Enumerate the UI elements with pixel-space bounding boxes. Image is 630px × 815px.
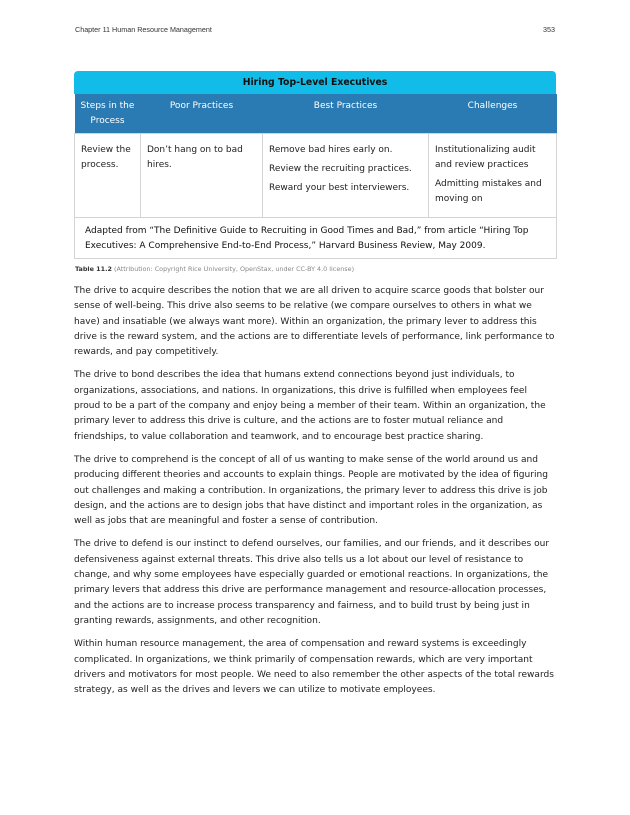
- column-header: Poor Practices: [141, 94, 263, 134]
- paragraph: The drive to defend is our instinct to defend ourselves, our families, and our friends, and it describes our defensiveness against external threats. This drive also tells us a lot about our level of resistance to change, and why some employees have especially guarded or emotional reactions. In organizations, the primary levers that address this drive are performance management and resource-allocation processes, and the actions are to increase process transparency and fairness, and to build trust by being just in granting rewards, assignments, and other recognition.: [74, 539, 550, 626]
- column-header: Challenges: [429, 94, 557, 134]
- table-row: [75, 134, 557, 218]
- paragraph: The drive to bond describes the idea that humans extend connections beyond just individuals, to organizations, associations, and nations. In organizations, this drive is fulfilled when employees feel proud to be a part of the company and enjoy being a member of their team. Within an organization, the primary lever to address this drive is culture, and the actions are to foster mutual reliance and friendships, to value collaboration and teamwork, and to encourage best practice sharing.: [74, 370, 546, 442]
- table-source-note: Adapted from “The Definitive Guide to Recruiting in Good Times and Bad,” from article “Hiring Top Executives: A Comprehensive End-to-End Process,” Harvard Business Review, May 2009.: [75, 218, 557, 259]
- table-grid: [74, 94, 557, 259]
- cell-poor: [141, 134, 263, 218]
- cell-text: Review the process.: [81, 145, 131, 170]
- running-header: [75, 25, 555, 37]
- cell-text: Review the recruiting practices.: [269, 164, 412, 174]
- table-caption: [75, 265, 354, 273]
- table-source-row: [75, 218, 557, 259]
- column-header: Best Practices: [263, 94, 429, 134]
- cell-best: [263, 134, 429, 218]
- body-text: [74, 284, 556, 706]
- paragraph: Within human resource management, the area of compensation and reward systems is exceedingly complicated. In organizations, we think primarily of compensation rewards, which are very important drivers and motivators for most people. We need to also remember the other aspects of the total rewards strategy, as well as the drives and levers we can utilize to motivate employees.: [74, 639, 554, 696]
- paragraph: The drive to acquire describes the notion that we are all driven to acquire scarce goods that bolster our sense of well-being. This drive also seems to be relative (we compare ourselves to others in what we have) and insatiable (we always want more). Within an organization, the primary lever to address this drive is the reward system, and the actions are to differentiate levels of performance, link performance to rewards, and pay competitively.: [74, 286, 555, 358]
- hiring-table: [74, 71, 556, 259]
- cell-text: Admitting mistakes and moving on: [435, 179, 542, 204]
- caption-attribution: (Attribution: Copyright Rice University, OpenStax, under CC-BY 4.0 license): [114, 265, 355, 273]
- cell-text: Institutionalizing audit and review practices: [435, 145, 536, 170]
- chapter-title: Chapter 11 Human Resource Management: [75, 25, 212, 34]
- column-header: Steps in the Process: [75, 94, 141, 134]
- cell-text: Remove bad hires early on.: [269, 145, 393, 155]
- cell-text: Don’t hang on to bad hires.: [147, 145, 243, 170]
- table-title: Hiring Top-Level Executives: [74, 71, 556, 94]
- caption-label: Table 11.2: [75, 265, 112, 273]
- page-number: 353: [543, 25, 555, 34]
- paragraph: The drive to comprehend is the concept of all of us wanting to make sense of the world around us and producing different theories and accounts to explain things. People are motivated by the idea of figuring out challenges and making a contribution. In organizations, the primary lever to address this drive is job design, and the actions are to design jobs that have distinct and important roles in the organization, as well as jobs that are meaningful and foster a sense of contribution.: [74, 454, 548, 527]
- cell-step: [75, 134, 141, 218]
- table-header-row: [75, 94, 557, 134]
- cell-text: Reward your best interviewers.: [269, 183, 410, 193]
- cell-challenges: [429, 134, 557, 218]
